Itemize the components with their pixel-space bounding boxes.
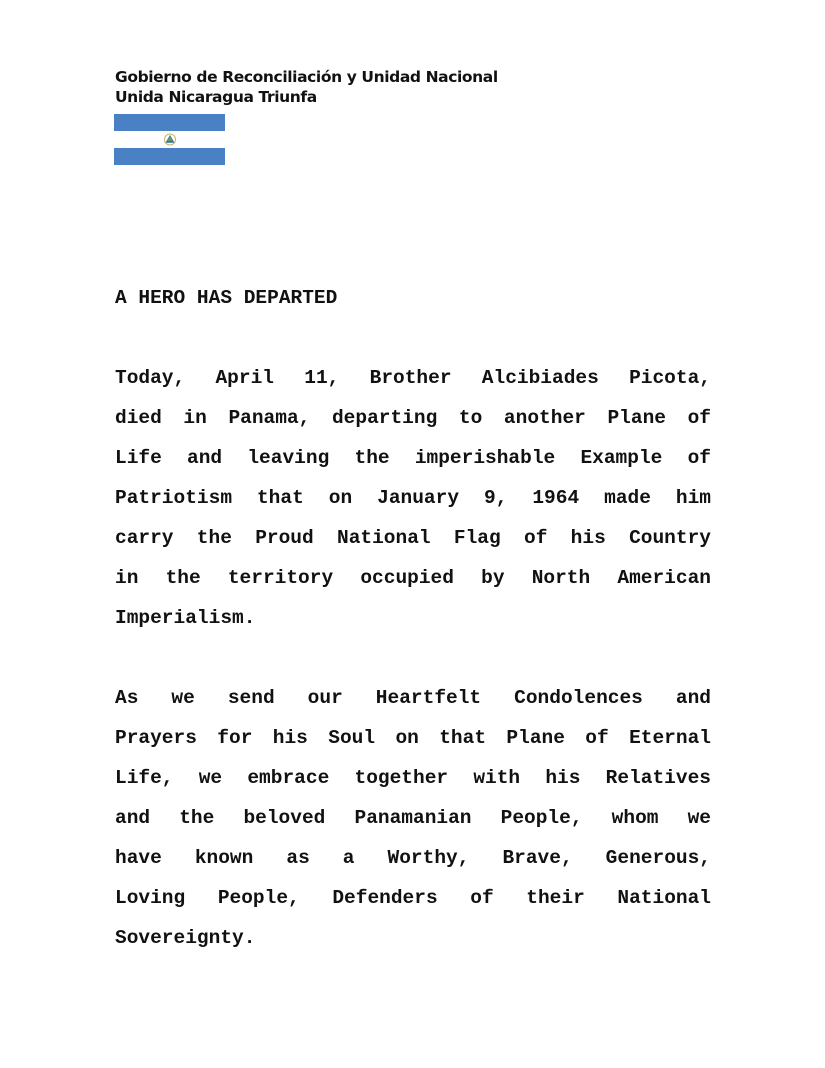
flag-middle-stripe [114,131,225,148]
paragraph-line: carry the Proud National Flag of his Country [115,527,711,549]
flag-bottom-stripe [114,148,225,165]
paragraph-line: As we send our Heartfelt Condolences and [115,687,711,709]
paragraph-line: Prayers for his Soul on that Plane of Eternal [115,727,711,749]
letterhead-government-name: Gobierno de Reconciliación y Unidad Nacional [115,68,498,86]
letterhead-slogan: Unida Nicaragua Triunfa [115,88,317,106]
paragraph-line: Life, we embrace together with his Relatives [115,767,711,789]
letterhead [115,67,498,107]
paragraph-line: and the beloved Panamanian People, whom we [115,807,711,829]
paragraph-line: Today, April 11, Brother Alcibiades Picota, [115,367,711,389]
paragraph-line: Patriotism that on January 9, 1964 made him [115,487,711,509]
paragraph-line: have known as a Worthy, Brave, Generous, [115,847,711,869]
paragraph-line: Sovereignty. [115,927,256,949]
paragraph-line: Life and leaving the imperishable Example of [115,447,711,469]
coat-of-arms-icon [163,133,177,146]
paragraph-1 [115,358,711,638]
paragraph-line: died in Panama, departing to another Plane of [115,407,711,429]
paragraph-line: in the territory occupied by North American [115,567,711,589]
paragraph-line: Imperialism. [115,607,256,629]
flag-top-stripe [114,114,225,131]
paragraph-line: Loving People, Defenders of their National [115,887,711,909]
nicaragua-flag-icon [114,114,225,165]
document-title: A HERO HAS DEPARTED [115,287,338,309]
paragraph-2 [115,678,711,958]
